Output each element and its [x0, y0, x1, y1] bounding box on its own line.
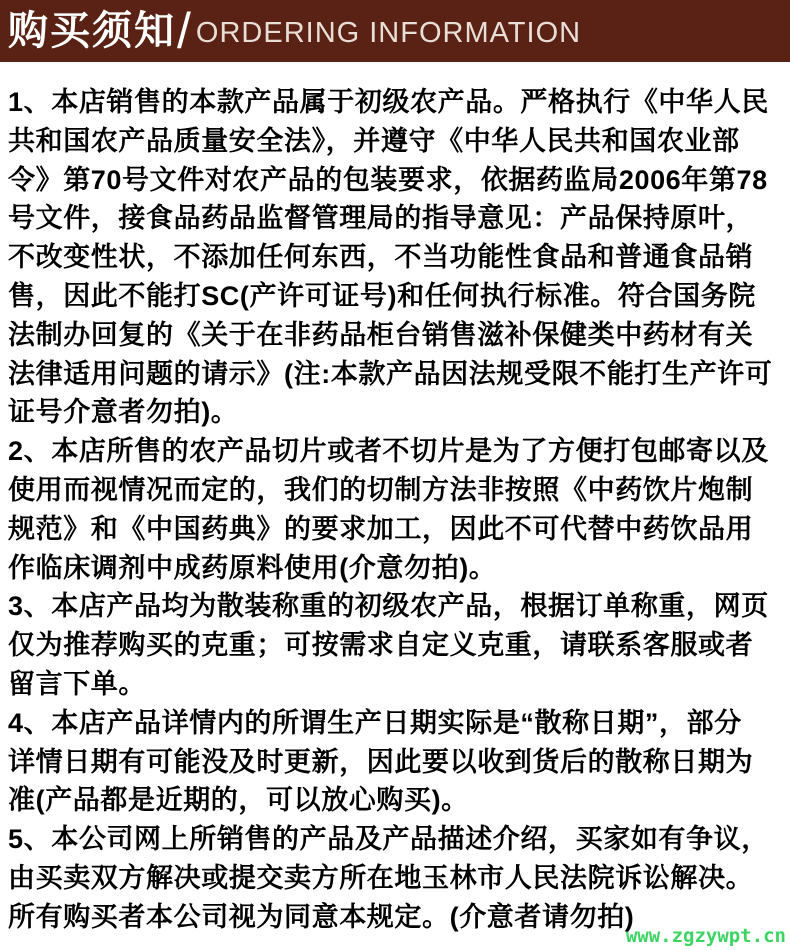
body-line: 所有购买者本公司视为同意本规定。(介意者请勿拍) — [8, 901, 635, 932]
body-line: 2、本店所售的农产品切片或者不切片是为了方便打包邮寄以及 — [8, 436, 769, 467]
body-line: 法制办回复的《关于在非药品柜台销售滋补保健类中药材有关 — [8, 319, 754, 350]
body-line: 号文件，接食品药品监督管理局的指导意见：产品保持原叶， — [8, 203, 754, 234]
body-line: 仅为推荐购买的克重；可按需求自定义克重，请联系客服或者 — [8, 630, 754, 661]
body-line: 作临床调剂中成药原料使用(介意勿拍)。 — [8, 552, 497, 583]
body-line: 令》第70号文件对农产品的包装要求，依据药监局2006年第78 — [8, 164, 768, 195]
body-line: 不改变性状，不添加任何东西，不当功能性食品和普通食品销 — [8, 242, 754, 273]
header-separator-slash: / — [177, 3, 191, 59]
body-line: 证号介意者勿拍)。 — [8, 397, 239, 428]
body-line: 详情日期有可能没及时更新，因此要以收到货后的散称日期为 — [8, 746, 754, 777]
body-line: 1、本店销售的本款产品属于初级农产品。严格执行《中华人民 — [8, 87, 769, 117]
body-line: 售，因此不能打SC(产许可证号)和任何执行标准。符合国务院 — [8, 280, 756, 311]
body-line: 由买卖双方解决或提交卖方所在地玉林市人民法院诉讼解决。 — [8, 862, 754, 893]
notice-body-text — [0, 62, 790, 937]
body-line: 法律适用问题的请示》(注:本款产品因法规受限不能打生产许可 — [8, 358, 773, 389]
body-line: 规范》和《中国药典》的要求加工，因此不可代替中药饮品用 — [8, 513, 754, 544]
body-line: 3、本店产品均为散装称重的初级农产品，根据订单称重，网页 — [8, 591, 769, 622]
header-title-chinese: 购买须知 — [8, 9, 176, 53]
body-line: 留言下单。 — [8, 668, 146, 699]
header-title-english: ORDERING INFORMATION — [195, 16, 582, 49]
watermark-url: www.zgzywpt.cn — [625, 925, 786, 947]
body-line: 使用而视情况而定的，我们的切制方法非按照《中药饮片炮制 — [8, 474, 754, 505]
body-line: 5、本公司网上所销售的产品及产品描述介绍，买家如有争议， — [8, 824, 769, 855]
body-line: 4、本店产品详情内的所谓生产日期实际是“散称日期”，部分 — [8, 707, 742, 738]
body-line: 准(产品都是近期的，可以放心购买)。 — [8, 785, 469, 816]
header-banner — [0, 0, 790, 62]
body-line: 共和国农产品质量安全法》，并遵守《中华人民共和国农业部 — [8, 125, 740, 156]
